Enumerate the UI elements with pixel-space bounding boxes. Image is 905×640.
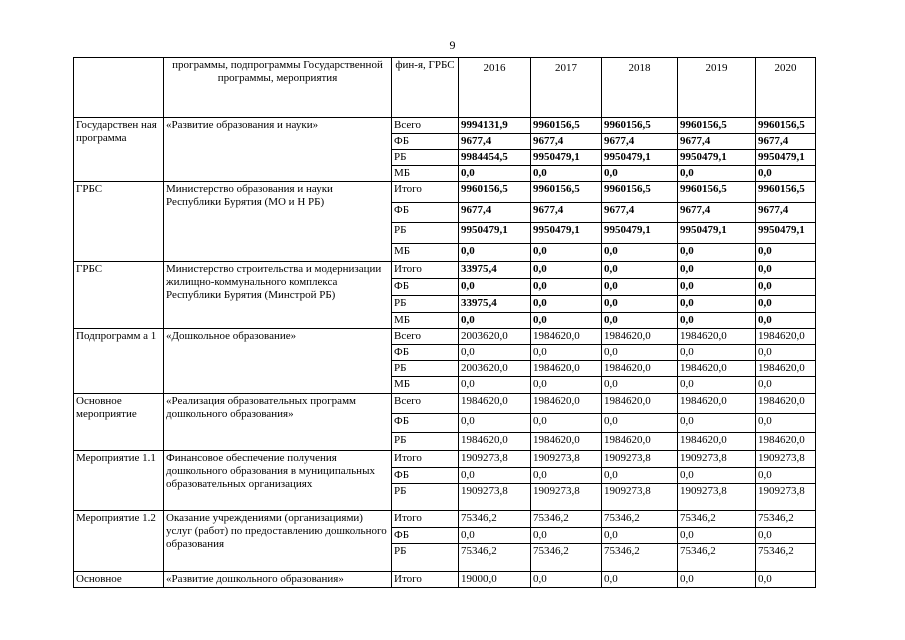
value-cell-2020: 0,0 [756, 296, 816, 313]
header-year-2017: 2017 [531, 58, 602, 118]
value-cell-2020: 0,0 [756, 528, 816, 544]
funding-source-cell: РБ [392, 150, 459, 166]
value-cell-2017: 0,0 [531, 313, 602, 329]
value-cell-2019: 75346,2 [678, 511, 756, 528]
value-cell-2016: 0,0 [459, 468, 531, 484]
value-cell-2020: 9950479,1 [756, 223, 816, 244]
value-cell-2017: 0,0 [531, 244, 602, 262]
value-cell-2020: 0,0 [756, 262, 816, 279]
funding-source-cell: МБ [392, 166, 459, 182]
funding-source-cell: МБ [392, 244, 459, 262]
page-number: 9 [449, 38, 456, 52]
value-cell-2018: 0,0 [602, 345, 678, 361]
value-cell-2018: 0,0 [602, 313, 678, 329]
value-cell-2016: 1909273,8 [459, 451, 531, 468]
value-cell-2020: 1984620,0 [756, 329, 816, 345]
value-cell-2016: 9677,4 [459, 203, 531, 223]
value-cell-2017: 1909273,8 [531, 451, 602, 468]
value-cell-2019: 9960156,5 [678, 118, 756, 134]
value-cell-2020: 0,0 [756, 345, 816, 361]
value-cell-2017: 1984620,0 [531, 361, 602, 377]
value-cell-2020: 9960156,5 [756, 118, 816, 134]
row-description-cell: Министерство строительства и модернизации жилищно-коммунального комплекса Республики Бурятия (Минстрой РБ) [164, 262, 392, 329]
table-row [74, 572, 816, 588]
funding-source-cell: РБ [392, 484, 459, 511]
value-cell-2016: 9960156,5 [459, 182, 531, 203]
value-cell-2017: 0,0 [531, 377, 602, 394]
value-cell-2019: 75346,2 [678, 544, 756, 572]
funding-source-cell: ФБ [392, 468, 459, 484]
value-cell-2017: 9677,4 [531, 134, 602, 150]
value-cell-2019: 1984620,0 [678, 394, 756, 414]
value-cell-2016: 9950479,1 [459, 223, 531, 244]
table-row [74, 511, 816, 528]
row-status-cell: ГРБС [74, 262, 164, 329]
value-cell-2020: 0,0 [756, 414, 816, 433]
value-cell-2016: 9994131,9 [459, 118, 531, 134]
funding-source-cell: ФБ [392, 345, 459, 361]
value-cell-2017: 9950479,1 [531, 150, 602, 166]
value-cell-2018: 75346,2 [602, 544, 678, 572]
funding-source-cell: РБ [392, 361, 459, 377]
row-status-cell: Мероприятие 1.1 [74, 451, 164, 511]
value-cell-2018: 9677,4 [602, 203, 678, 223]
value-cell-2016: 1984620,0 [459, 394, 531, 414]
row-description-cell: «Реализация образовательных программ дошкольного образования» [164, 394, 392, 451]
value-cell-2017: 0,0 [531, 468, 602, 484]
value-cell-2019: 0,0 [678, 468, 756, 484]
funding-source-cell: ФБ [392, 414, 459, 433]
value-cell-2016: 0,0 [459, 244, 531, 262]
value-cell-2017: 0,0 [531, 296, 602, 313]
value-cell-2017: 1984620,0 [531, 394, 602, 414]
value-cell-2020: 9677,4 [756, 203, 816, 223]
value-cell-2016: 33975,4 [459, 296, 531, 313]
value-cell-2016: 33975,4 [459, 262, 531, 279]
value-cell-2016: 0,0 [459, 377, 531, 394]
value-cell-2018: 9960156,5 [602, 118, 678, 134]
funding-source-cell: МБ [392, 377, 459, 394]
funding-source-cell: РБ [392, 544, 459, 572]
value-cell-2016: 19000,0 [459, 572, 531, 588]
value-cell-2017: 0,0 [531, 572, 602, 588]
value-cell-2020: 0,0 [756, 244, 816, 262]
value-cell-2016: 0,0 [459, 528, 531, 544]
header-col-name [74, 58, 164, 118]
value-cell-2017: 0,0 [531, 345, 602, 361]
funding-source-cell: Итого [392, 451, 459, 468]
row-description-cell: «Развитие образования и науки» [164, 118, 392, 182]
value-cell-2016: 2003620,0 [459, 329, 531, 345]
table-row [74, 394, 816, 414]
funding-source-cell: МБ [392, 313, 459, 329]
value-cell-2019: 1984620,0 [678, 329, 756, 345]
value-cell-2019: 1984620,0 [678, 361, 756, 377]
value-cell-2017: 1909273,8 [531, 484, 602, 511]
row-status-cell: Подпрограмм а 1 [74, 329, 164, 394]
funding-source-cell: Итого [392, 262, 459, 279]
row-description-cell: «Развитие дошкольного образования» [164, 572, 392, 588]
value-cell-2018: 9950479,1 [602, 223, 678, 244]
value-cell-2020: 9960156,5 [756, 182, 816, 203]
value-cell-2019: 0,0 [678, 528, 756, 544]
value-cell-2019: 0,0 [678, 572, 756, 588]
value-cell-2019: 9960156,5 [678, 182, 756, 203]
funding-source-cell: Всего [392, 118, 459, 134]
value-cell-2020: 0,0 [756, 377, 816, 394]
value-cell-2016: 1909273,8 [459, 484, 531, 511]
value-cell-2017: 0,0 [531, 528, 602, 544]
value-cell-2017: 9950479,1 [531, 223, 602, 244]
table-row [74, 451, 816, 468]
value-cell-2019: 0,0 [678, 377, 756, 394]
header-year-2019: 2019 [678, 58, 756, 118]
value-cell-2019: 0,0 [678, 414, 756, 433]
funding-source-cell: РБ [392, 433, 459, 451]
header-year-2020: 2020 [756, 58, 816, 118]
value-cell-2018: 0,0 [602, 166, 678, 182]
value-cell-2016: 9984454,5 [459, 150, 531, 166]
value-cell-2020: 75346,2 [756, 511, 816, 528]
funding-source-cell: Всего [392, 329, 459, 345]
funding-source-cell: Итого [392, 511, 459, 528]
value-cell-2017: 0,0 [531, 262, 602, 279]
funding-source-cell: ФБ [392, 203, 459, 223]
row-description-cell: «Дошкольное образование» [164, 329, 392, 394]
header-year-2016: 2016 [459, 58, 531, 118]
value-cell-2020: 0,0 [756, 313, 816, 329]
value-cell-2018: 0,0 [602, 279, 678, 296]
table-row [74, 118, 816, 134]
funding-source-cell: ФБ [392, 134, 459, 150]
row-description-cell: Оказание учреждениями (организациями) услуг (работ) по предоставлению дошкольного образования [164, 511, 392, 572]
value-cell-2019: 0,0 [678, 345, 756, 361]
value-cell-2016: 75346,2 [459, 511, 531, 528]
value-cell-2016: 0,0 [459, 166, 531, 182]
value-cell-2020: 0,0 [756, 468, 816, 484]
funding-source-cell: Всего [392, 394, 459, 414]
row-description-cell: Министерство образования и науки Республики Бурятия (МО и Н РБ) [164, 182, 392, 262]
value-cell-2020: 0,0 [756, 166, 816, 182]
value-cell-2018: 0,0 [602, 468, 678, 484]
value-cell-2018: 0,0 [602, 414, 678, 433]
funding-source-cell: Итого [392, 182, 459, 203]
value-cell-2019: 9677,4 [678, 134, 756, 150]
value-cell-2019: 0,0 [678, 279, 756, 296]
header-year-2018: 2018 [602, 58, 678, 118]
value-cell-2020: 0,0 [756, 279, 816, 296]
value-cell-2016: 0,0 [459, 279, 531, 296]
value-cell-2019: 0,0 [678, 296, 756, 313]
table-row [74, 182, 816, 203]
value-cell-2017: 0,0 [531, 414, 602, 433]
value-cell-2018: 1909273,8 [602, 451, 678, 468]
value-cell-2018: 1909273,8 [602, 484, 678, 511]
value-cell-2018: 1984620,0 [602, 329, 678, 345]
value-cell-2018: 0,0 [602, 244, 678, 262]
value-cell-2016: 9677,4 [459, 134, 531, 150]
value-cell-2020: 1984620,0 [756, 433, 816, 451]
value-cell-2017: 1984620,0 [531, 329, 602, 345]
header-col-description: программы, подпрограммы Государственной программы, мероприятия [164, 58, 392, 118]
value-cell-2018: 0,0 [602, 262, 678, 279]
value-cell-2020: 1984620,0 [756, 361, 816, 377]
value-cell-2019: 0,0 [678, 313, 756, 329]
value-cell-2019: 9950479,1 [678, 223, 756, 244]
funding-source-cell: Итого [392, 572, 459, 588]
value-cell-2019: 0,0 [678, 244, 756, 262]
value-cell-2019: 1909273,8 [678, 451, 756, 468]
value-cell-2018: 9950479,1 [602, 150, 678, 166]
budget-table [73, 57, 816, 588]
value-cell-2019: 9677,4 [678, 203, 756, 223]
value-cell-2017: 9960156,5 [531, 118, 602, 134]
value-cell-2018: 0,0 [602, 296, 678, 313]
value-cell-2018: 9960156,5 [602, 182, 678, 203]
table-header-row [74, 58, 816, 118]
value-cell-2020: 1909273,8 [756, 484, 816, 511]
value-cell-2019: 1984620,0 [678, 433, 756, 451]
value-cell-2019: 0,0 [678, 166, 756, 182]
row-status-cell: Государствен ная программа [74, 118, 164, 182]
value-cell-2018: 75346,2 [602, 511, 678, 528]
value-cell-2020: 1909273,8 [756, 451, 816, 468]
value-cell-2018: 1984620,0 [602, 394, 678, 414]
funding-source-cell: РБ [392, 296, 459, 313]
row-status-cell: ГРБС [74, 182, 164, 262]
row-status-cell: Основное мероприятие [74, 394, 164, 451]
value-cell-2019: 9950479,1 [678, 150, 756, 166]
value-cell-2016: 0,0 [459, 345, 531, 361]
value-cell-2020: 1984620,0 [756, 394, 816, 414]
value-cell-2017: 75346,2 [531, 511, 602, 528]
value-cell-2020: 0,0 [756, 572, 816, 588]
funding-source-cell: РБ [392, 223, 459, 244]
value-cell-2018: 0,0 [602, 528, 678, 544]
header-col-source: фин-я, ГРБС [392, 58, 459, 118]
value-cell-2016: 1984620,0 [459, 433, 531, 451]
row-status-cell: Основное [74, 572, 164, 588]
table-row [74, 329, 816, 345]
value-cell-2016: 0,0 [459, 313, 531, 329]
funding-source-cell: ФБ [392, 279, 459, 296]
row-description-cell: Финансовое обеспечение получения дошкольного образования в муниципальных образовательных организациях [164, 451, 392, 511]
value-cell-2017: 1984620,0 [531, 433, 602, 451]
funding-source-cell: ФБ [392, 528, 459, 544]
value-cell-2016: 2003620,0 [459, 361, 531, 377]
value-cell-2018: 1984620,0 [602, 433, 678, 451]
value-cell-2020: 9950479,1 [756, 150, 816, 166]
value-cell-2018: 1984620,0 [602, 361, 678, 377]
value-cell-2018: 0,0 [602, 377, 678, 394]
value-cell-2020: 9677,4 [756, 134, 816, 150]
value-cell-2017: 0,0 [531, 279, 602, 296]
value-cell-2017: 9960156,5 [531, 182, 602, 203]
table-row [74, 262, 816, 279]
value-cell-2019: 1909273,8 [678, 484, 756, 511]
value-cell-2019: 0,0 [678, 262, 756, 279]
value-cell-2018: 9677,4 [602, 134, 678, 150]
value-cell-2016: 0,0 [459, 414, 531, 433]
row-status-cell: Мероприятие 1.2 [74, 511, 164, 572]
value-cell-2017: 75346,2 [531, 544, 602, 572]
value-cell-2017: 0,0 [531, 166, 602, 182]
value-cell-2020: 75346,2 [756, 544, 816, 572]
value-cell-2016: 75346,2 [459, 544, 531, 572]
value-cell-2018: 0,0 [602, 572, 678, 588]
value-cell-2017: 9677,4 [531, 203, 602, 223]
